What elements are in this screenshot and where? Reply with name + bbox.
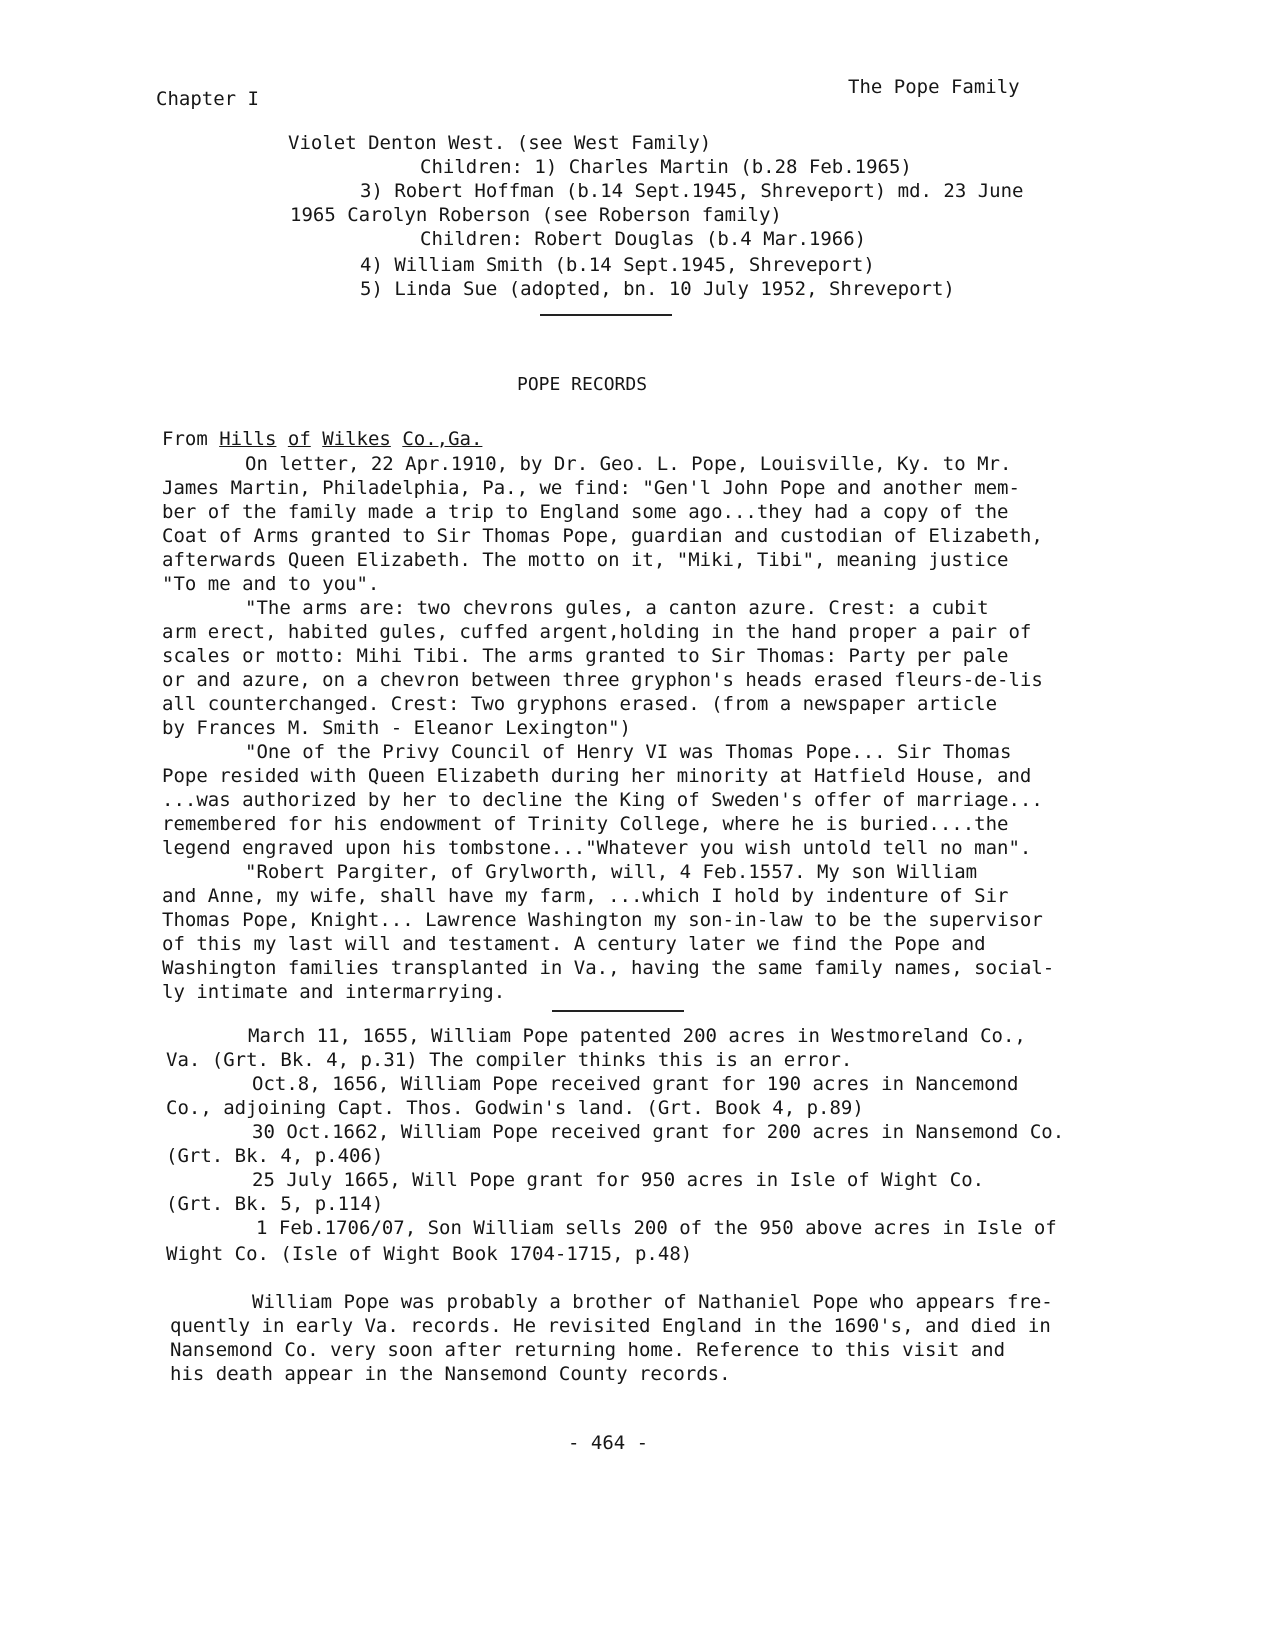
body-line: and Anne, my wife, shall have my farm, ...which I hold by indenture of Sir bbox=[162, 885, 1009, 907]
grant-line: Oct.8, 1656, William Pope received grant for 190 acres in Nancemond bbox=[252, 1073, 1019, 1095]
entry-line: 5) Linda Sue (adopted, bn. 10 July 1952, Shreveport) bbox=[360, 278, 955, 300]
chapter-label: Chapter I bbox=[156, 88, 259, 110]
entry-line: 3) Robert Hoffman (b.14 Sept.1945, Shreveport) md. 23 June bbox=[360, 180, 1024, 202]
grant-line: 30 Oct.1662, William Pope received grant for 200 acres in Nansemond Co. bbox=[252, 1121, 1065, 1143]
source-title-word: of bbox=[287, 428, 311, 450]
grant-line: 25 July 1665, Will Pope grant for 950 acres in Isle of Wight Co. bbox=[252, 1169, 985, 1191]
body-line: of this my last will and testament. A century later we find the Pope and bbox=[162, 933, 986, 955]
running-header: The Pope Family bbox=[848, 76, 1020, 98]
grant-line: Wight Co. (Isle of Wight Book 1704-1715, p.48) bbox=[166, 1243, 693, 1265]
body-line: arm erect, habited gules, cuffed argent,holding in the hand proper a pair of bbox=[162, 621, 1032, 643]
grant-line: 1 Feb.1706/07, Son William sells 200 of the 950 above acres in Isle of bbox=[256, 1217, 1057, 1239]
divider bbox=[552, 1010, 684, 1012]
body-line: scales or motto: Mihi Tibi. The arms granted to Sir Thomas: Party per pale bbox=[162, 645, 1009, 667]
grant-line: Va. (Grt. Bk. 4, p.31) The compiler thinks this is an error. bbox=[166, 1049, 853, 1071]
source-title-word: Wilkes bbox=[322, 428, 391, 450]
body-line: Washington families transplanted in Va., having the same family names, social- bbox=[162, 957, 1055, 979]
closing-line: quently in early Va. records. He revisited England in the 1690's, and died in bbox=[170, 1315, 1051, 1337]
grant-line: (Grt. Bk. 5, p.114) bbox=[166, 1193, 384, 1215]
body-line: "The arms are: two chevrons gules, a canton azure. Crest: a cubit bbox=[245, 597, 989, 619]
body-line: Thomas Pope, Knight... Lawrence Washington my son-in-law to be the supervisor bbox=[162, 909, 1043, 931]
source-citation bbox=[162, 428, 482, 450]
closing-line: Nansemond Co. very soon after returning home. Reference to this visit and bbox=[170, 1339, 1006, 1361]
closing-line: his death appear in the Nansemond County records. bbox=[170, 1363, 731, 1385]
entry-line: 4) William Smith (b.14 Sept.1945, Shreveport) bbox=[360, 254, 875, 276]
divider bbox=[540, 314, 672, 316]
body-line: Coat of Arms granted to Sir Thomas Pope, guardian and custodian of Elizabeth, bbox=[162, 525, 1043, 547]
source-prefix: From bbox=[162, 428, 208, 450]
page-number: - 464 - bbox=[568, 1432, 649, 1454]
body-line: "One of the Privy Council of Henry VI was Thomas Pope... Sir Thomas bbox=[245, 741, 1012, 763]
body-line: ...was authorized by her to decline the King of Sweden's offer of marriage... bbox=[162, 789, 1043, 811]
entry-line: 1965 Carolyn Roberson (see Roberson family) bbox=[290, 204, 782, 226]
entry-line: Children: 1) Charles Martin (b.28 Feb.1965) bbox=[420, 156, 912, 178]
body-line: On letter, 22 Apr.1910, by Dr. Geo. L. Pope, Louisville, Ky. to Mr. bbox=[245, 453, 1012, 475]
entry-line: Violet Denton West. (see West Family) bbox=[288, 132, 712, 154]
body-line: remembered for his endowment of Trinity College, where he is buried....the bbox=[162, 813, 1009, 835]
body-line: "Robert Pargiter, of Grylworth, will, 4 Feb.1557. My son William bbox=[245, 861, 978, 883]
body-line: afterwards Queen Elizabeth. The motto on it, "Miki, Tibi", meaning justice bbox=[162, 549, 1009, 571]
source-title-word: Hills bbox=[219, 428, 277, 450]
body-line: "To me and to you". bbox=[162, 573, 380, 595]
source-title-word: Ga. bbox=[448, 428, 483, 450]
grant-line: Co., adjoining Capt. Thos. Godwin's land. (Grt. Book 4, p.89) bbox=[166, 1097, 864, 1119]
closing-line: William Pope was probably a brother of Nathaniel Pope who appears fre- bbox=[252, 1291, 1053, 1313]
body-line: ber of the family made a trip to England some ago...they had a copy of the bbox=[162, 501, 1009, 523]
body-line: or and azure, on a chevron between three gryphon's heads erased fleurs-de-lis bbox=[162, 669, 1043, 691]
entry-line: Children: Robert Douglas (b.4 Mar.1966) bbox=[420, 228, 867, 250]
section-title: POPE RECORDS bbox=[517, 374, 648, 395]
grant-line: (Grt. Bk. 4, p.406) bbox=[166, 1145, 384, 1167]
grant-line: March 11, 1655, William Pope patented 200 acres in Westmoreland Co., bbox=[248, 1025, 1026, 1047]
body-line: Pope resided with Queen Elizabeth during her minority at Hatfield House, and bbox=[162, 765, 1032, 787]
body-line: legend engraved upon his tombstone..."Whatever you wish untold tell no man". bbox=[162, 837, 1032, 859]
source-title-word: Co., bbox=[402, 428, 449, 450]
body-line: by Frances M. Smith - Eleanor Lexington") bbox=[162, 717, 631, 739]
body-line: James Martin, Philadelphia, Pa., we find: "Gen'l John Pope and another mem- bbox=[162, 477, 1020, 499]
body-line: ly intimate and intermarrying. bbox=[162, 981, 506, 1003]
body-line: all counterchanged. Crest: Two gryphons erased. (from a newspaper article bbox=[162, 693, 998, 715]
